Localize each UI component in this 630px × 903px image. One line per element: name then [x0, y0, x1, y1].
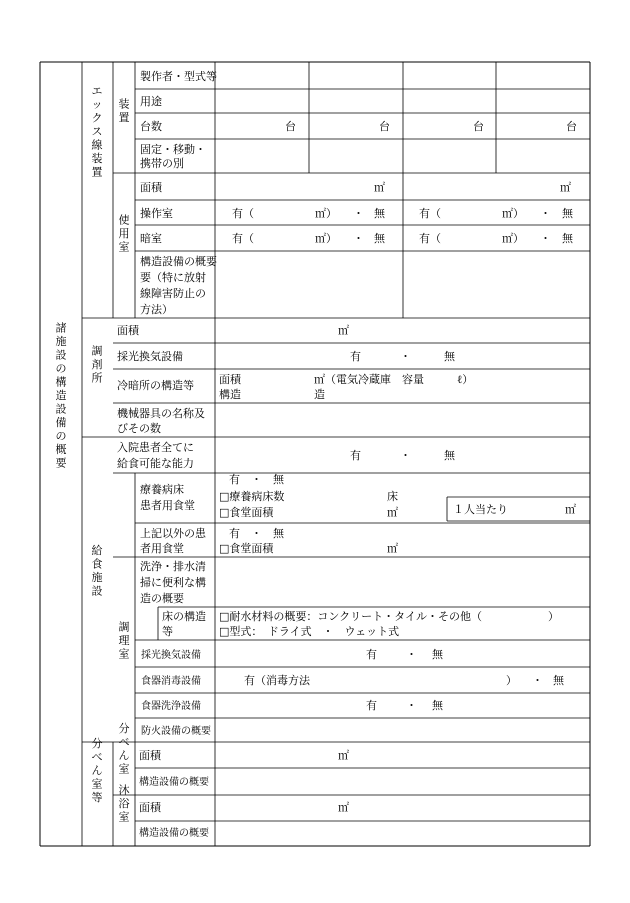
- disp-light-nashi: 無: [444, 350, 455, 363]
- dark-ari-2: 有（: [419, 232, 441, 245]
- disinfect-nashi: 無: [553, 674, 564, 687]
- disp-light-dot: ・: [400, 350, 411, 363]
- floor-label-line1: 床の構造: [162, 610, 206, 623]
- disp-cold-liter: ℓ）: [457, 373, 474, 386]
- floor-material-close: ）: [548, 610, 559, 623]
- disp-light-vent-label: 採光換気設備: [117, 350, 183, 363]
- floor-label-line2: 等: [162, 625, 173, 638]
- dish-wash-ari: 有: [366, 699, 377, 712]
- xray-device-label: 装置: [118, 97, 130, 124]
- disp-area-label: 面積: [117, 324, 139, 337]
- operation-m2-1: ㎡）: [315, 207, 337, 220]
- fire-label: 防火設備の概要: [141, 726, 211, 737]
- unit-1: 台: [285, 120, 296, 133]
- ryoyo-aru-nashi: 有 ・ 無: [229, 473, 284, 486]
- other-aru-nashi: 有 ・ 無: [229, 527, 284, 540]
- operation-nashi-1: 無: [374, 207, 385, 220]
- ryoyo-bed-unit: 床: [387, 490, 398, 503]
- dark-nashi-2: 無: [562, 232, 573, 245]
- disp-cold-area: 面積: [219, 373, 241, 386]
- other-area: □食堂面積: [219, 542, 274, 555]
- operation-nashi-2: 無: [562, 207, 573, 220]
- dish-wash-nashi: 無: [432, 699, 443, 712]
- other-label-line1: 上記以外の患: [140, 527, 206, 540]
- unit-3: 台: [473, 120, 484, 133]
- floor-material: □耐水材料の概要：コンクリート・タイル・その他（: [219, 610, 482, 623]
- cook-light-ari: 有: [366, 648, 377, 661]
- disp-light-ari: 有: [350, 350, 361, 363]
- cooking-room-label: 調理室: [118, 620, 130, 661]
- cook-light-vent-label: 採光換気設備: [141, 650, 201, 661]
- capacity-nashi: 無: [444, 449, 455, 462]
- dark-dot-2: ・: [540, 232, 551, 245]
- ryoyo-m2: ㎡: [387, 506, 398, 519]
- bath-area-m2: ㎡: [338, 801, 349, 814]
- disinfect-detail: 有（消毒方法: [244, 674, 310, 687]
- dispensary-group-label: 調剤所: [91, 344, 103, 385]
- ryoyo-beds: □療養病床数: [219, 490, 285, 503]
- delivery-group-label: 分べん室等: [91, 737, 103, 804]
- portable-label: 携帯の別: [140, 157, 184, 170]
- room-outline-line1: 構造設備の概要: [140, 255, 217, 268]
- fixed-mobile-label: 固定・移動・: [140, 143, 206, 156]
- disinfect-close: ）: [506, 674, 517, 687]
- disp-cold-label: 冷暗所の構造等: [117, 379, 194, 392]
- dark-room-label: 暗室: [140, 232, 162, 245]
- cook-light-dot: ・: [406, 648, 417, 661]
- disp-area-m2: ㎡: [338, 324, 349, 337]
- bunben-area-m2: ㎡: [338, 749, 349, 762]
- kitchen-group-label: 給食施設: [91, 543, 103, 598]
- operation-ari-1: 有（: [232, 207, 254, 220]
- bunben-area-label: 面積: [139, 749, 161, 762]
- unit-2: 台: [379, 120, 390, 133]
- wash-line3: 造の概要: [140, 592, 184, 605]
- bath-room-label: 沐浴室: [118, 783, 130, 824]
- operation-m2-2: ㎡）: [502, 207, 524, 220]
- dark-dot-1: ・: [353, 232, 364, 245]
- operation-dot-1: ・: [353, 207, 364, 220]
- cook-light-nashi: 無: [432, 648, 443, 661]
- other-label-line2: 者用食堂: [140, 542, 184, 555]
- bath-area-label: 面積: [139, 801, 161, 814]
- dish-wash-label: 食器洗浄設備: [141, 701, 201, 712]
- purpose-label: 用途: [140, 95, 162, 108]
- operation-ari-2: 有（: [419, 207, 441, 220]
- room-area-label: 面積: [140, 181, 162, 194]
- ryoyo-per: １人当たり: [453, 503, 508, 516]
- xray-group-label: エックス線装置: [91, 84, 103, 179]
- other-m2: ㎡: [387, 542, 398, 555]
- ryoyo-area: □食堂面積: [219, 506, 274, 519]
- disp-equip-line2: びその数: [117, 422, 161, 435]
- room-outline-line2: 要（特に放射: [140, 271, 206, 284]
- ryoyo-label-line1: 療養病床: [140, 483, 184, 496]
- dish-wash-dot: ・: [406, 699, 417, 712]
- disp-cold-structure: 構造: [219, 388, 241, 401]
- capacity-dot: ・: [400, 449, 411, 462]
- delivery-room-label: 分べん室: [118, 721, 130, 776]
- room-outline-line4: 方法）: [140, 303, 173, 316]
- count-label: 台数: [140, 120, 162, 133]
- room-area-m2-1: ㎡: [374, 181, 385, 194]
- dark-m2-1: ㎡）: [315, 232, 337, 245]
- ryoyo-label-line2: 患者用食堂: [140, 499, 195, 512]
- bunben-outline-label: 構造設備の概要: [139, 777, 209, 788]
- disp-equip-line1: 機械器具の名称及: [117, 407, 205, 420]
- wash-line1: 洗浄・排水清: [140, 560, 206, 573]
- capacity-ari: 有: [350, 449, 361, 462]
- room-area-m2-2: ㎡: [560, 181, 571, 194]
- floor-type: □型式： ドライ式 ・ ウェット式: [219, 625, 400, 638]
- dark-nashi-1: 無: [374, 232, 385, 245]
- maker-model-label: 製作者・型式等: [140, 70, 217, 83]
- capacity-line2: 給食可能な能力: [117, 457, 194, 470]
- wash-line2: 掃に便利な構: [140, 576, 206, 589]
- dark-m2-2: ㎡）: [502, 232, 524, 245]
- capacity-line1: 入院患者全てに: [117, 441, 194, 454]
- dark-ari-1: 有（: [232, 232, 254, 245]
- xray-room-label: 使用室: [118, 213, 130, 254]
- disp-cold-fridge: ㎡（電気冷蔵庫 容量: [314, 373, 424, 386]
- operation-room-label: 操作室: [140, 207, 173, 220]
- ryoyo-per-m2: ㎡: [565, 503, 576, 516]
- disp-cold-zou: 造: [314, 388, 325, 401]
- unit-4: 台: [566, 120, 577, 133]
- disinfect-label: 食器消毒設備: [141, 676, 201, 687]
- disinfect-dot: ・: [532, 674, 543, 687]
- room-outline-line3: 線障害防止の: [140, 287, 206, 300]
- side-title: 諸施設の構造設備の概要: [55, 321, 67, 470]
- bath-outline-label: 構造設備の概要: [139, 828, 209, 839]
- operation-dot-2: ・: [540, 207, 551, 220]
